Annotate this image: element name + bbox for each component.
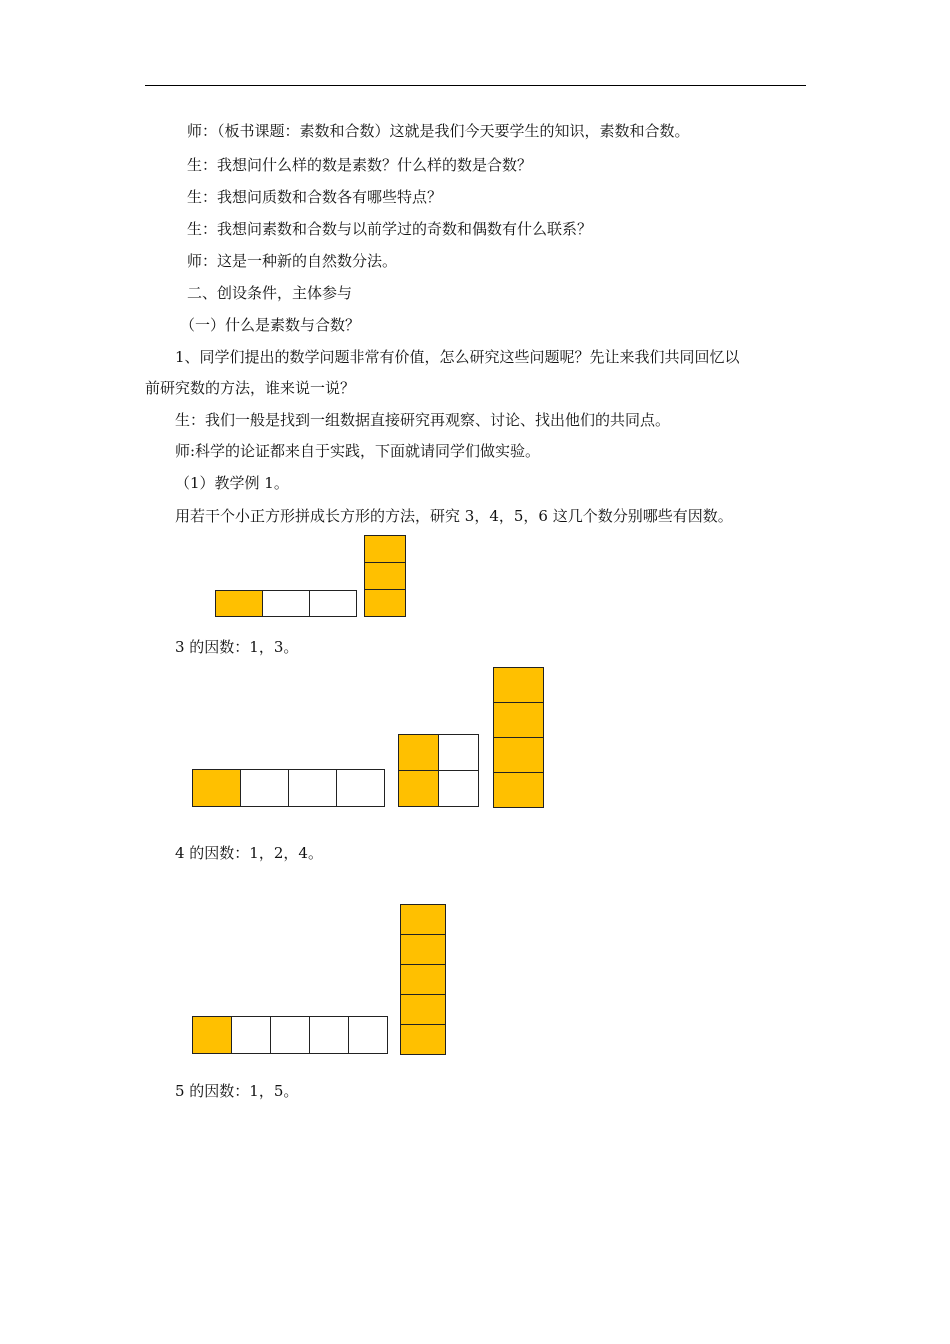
square-filled xyxy=(193,1017,232,1054)
square-filled xyxy=(494,668,544,703)
paragraph-3: 生：我想问质数和合数各有哪些特点？ xyxy=(187,188,443,206)
square-empty xyxy=(310,591,357,617)
header-rule xyxy=(145,85,806,86)
paragraph-4: 生：我想问素数和合数与以前学过的奇数和偶数有什么联系？ xyxy=(187,220,593,238)
paragraph-7: 师:科学的论证都来自于实践，下面就请同学们做实验。 xyxy=(175,442,541,460)
square-empty xyxy=(271,1017,310,1054)
square-empty xyxy=(439,735,479,771)
grid-4-square xyxy=(398,734,479,807)
example-heading: （1）教学例 1。 xyxy=(175,474,289,492)
example-instruction: 用若干个小正方形拼成长方形的方法，研究 3，4，5，6 这几个数分别哪些有因数。 xyxy=(175,507,733,525)
square-filled xyxy=(494,738,544,773)
paragraph-question-1: 1、同学们提出的数学问题非常有价值，怎么研究这些问题呢？先让来我们共同回忆以 xyxy=(175,348,740,366)
square-filled xyxy=(494,703,544,738)
factors-3: 3 的因数：1，3。 xyxy=(175,638,299,656)
paragraph-question-2: 前研究数的方法，谁来说一说？ xyxy=(145,379,356,397)
paragraph-2: 生：我想问什么样的数是素数？什么样的数是合数？ xyxy=(187,156,533,174)
grid-5-vertical xyxy=(400,904,446,1055)
square-filled xyxy=(401,935,446,965)
paragraph-5: 师：这是一种新的自然数分法。 xyxy=(187,252,398,270)
grid-3-horizontal xyxy=(215,590,357,617)
square-filled xyxy=(399,735,439,771)
square-filled xyxy=(193,770,241,807)
square-empty xyxy=(310,1017,349,1054)
square-empty xyxy=(337,770,385,807)
square-empty xyxy=(289,770,337,807)
section-heading: 二、创设条件，主体参与 xyxy=(187,284,353,302)
square-filled xyxy=(365,563,406,590)
square-filled xyxy=(494,773,544,808)
square-empty xyxy=(263,591,310,617)
square-filled xyxy=(365,590,406,617)
square-filled xyxy=(401,965,446,995)
factors-4: 4 的因数：1，2，4。 xyxy=(175,844,323,862)
square-filled xyxy=(401,1025,446,1055)
square-filled xyxy=(216,591,263,617)
grid-4-vertical xyxy=(493,667,544,808)
subsection-heading: （一）什么是素数与合数？ xyxy=(180,316,361,334)
square-filled xyxy=(401,905,446,935)
square-empty xyxy=(349,1017,388,1054)
grid-4-horizontal xyxy=(192,769,385,807)
paragraph-6: 生：我们一般是找到一组数据直接研究再观察、讨论、找出他们的共同点。 xyxy=(175,411,671,429)
paragraph-1: 师：（板书课题：素数和合数）这就是我们今天要学生的知识，素数和合数。 xyxy=(187,122,690,140)
square-filled xyxy=(365,536,406,563)
factors-5: 5 的因数：1，5。 xyxy=(175,1082,299,1100)
square-filled xyxy=(399,771,439,807)
grid-5-horizontal xyxy=(192,1016,388,1054)
grid-3-vertical xyxy=(364,535,406,617)
square-empty xyxy=(232,1017,271,1054)
square-filled xyxy=(401,995,446,1025)
square-empty xyxy=(439,771,479,807)
square-empty xyxy=(241,770,289,807)
